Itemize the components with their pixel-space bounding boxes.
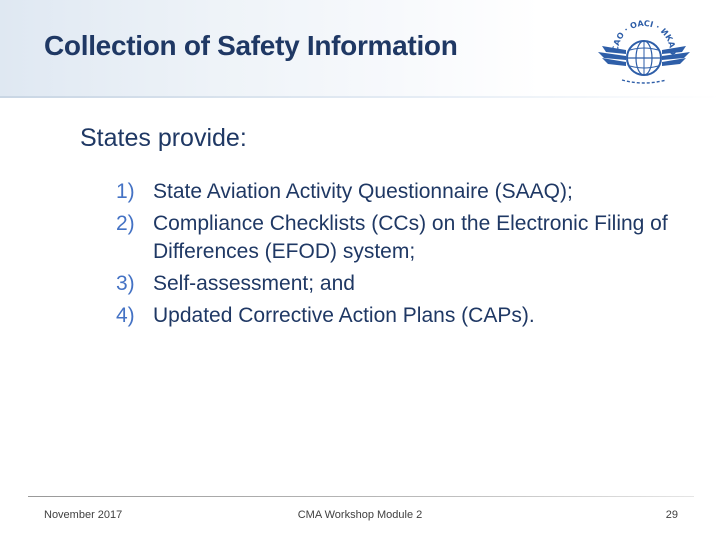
list-item-text: Updated Corrective Action Plans (CAPs). (153, 304, 535, 327)
footer-date: November 2017 (44, 509, 123, 521)
list-item-text: Compliance Checklists (CCs) on the Electronic Filing of Differences (EFOD) system; (153, 212, 668, 263)
list-item-number: 3) (116, 272, 135, 295)
list-item (116, 270, 696, 298)
list-item-text: State Aviation Activity Questionnaire (SAAQ); (153, 180, 573, 203)
slide-title: Collection of Safety Information (44, 30, 458, 61)
footer-title: CMA Workshop Module 2 (297, 509, 423, 521)
list-item (116, 178, 696, 206)
list-item-text: Self-assessment; and (153, 272, 355, 295)
list-item-number: 4) (116, 304, 135, 327)
list-item-number: 2) (116, 212, 135, 235)
header-divider (0, 96, 720, 98)
icao-logo-icon (596, 8, 692, 90)
lead-text: States provide: (80, 124, 247, 152)
list-item-number: 1) (116, 180, 135, 203)
list-item (116, 302, 696, 330)
page-number: 29 (665, 509, 678, 521)
list-item (116, 210, 696, 266)
logo-text: CAO · OACI · ИКАО (610, 18, 678, 56)
numbered-list (116, 178, 696, 334)
footer-divider (28, 496, 694, 497)
